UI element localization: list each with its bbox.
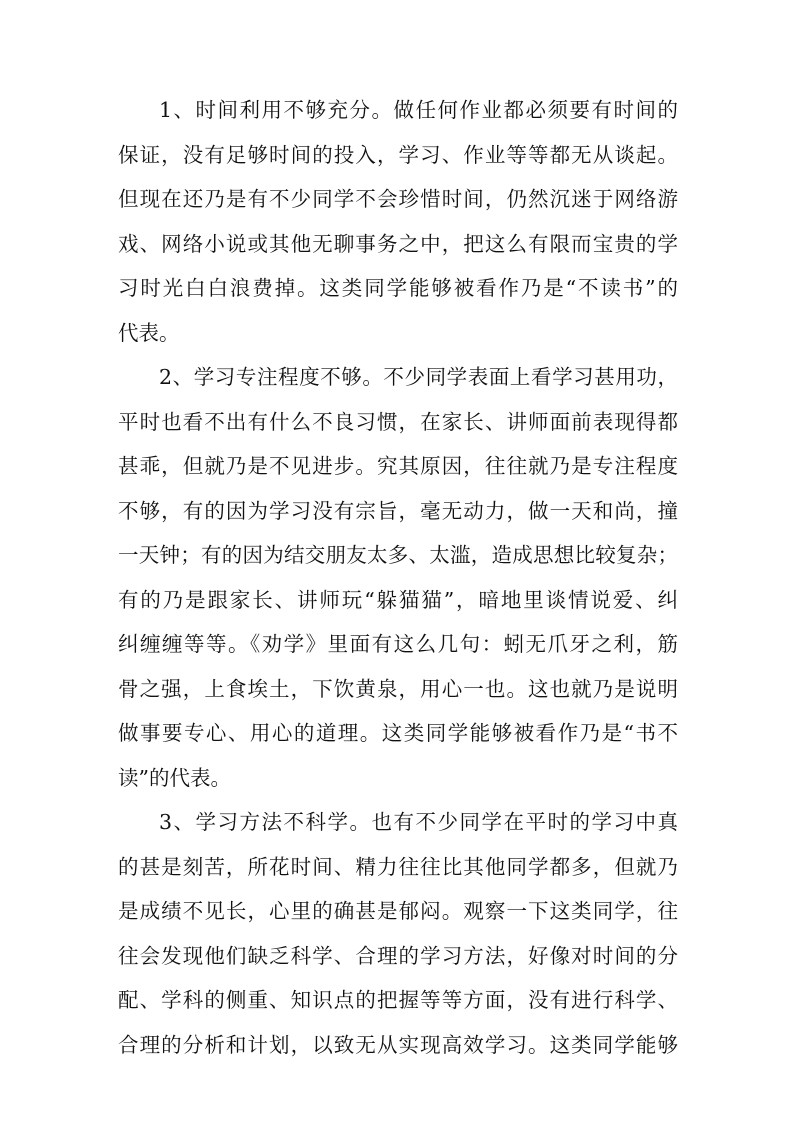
paragraph-1-line-4: 戏、网络小说或其他无聊事务之中，把这么有限而宝贵的学: [118, 231, 678, 256]
paragraph-2-line-1: 2、学习专注程度不够。不少同学表面上看学习甚用功，: [159, 365, 678, 389]
paragraph-2-line-10: 读”的代表。: [118, 765, 231, 790]
paragraph-2-line-4: 不够，有的因为学习没有宗旨，毫无动力，做一天和尚，撞: [118, 498, 678, 523]
paragraph-3-line-3: 是成绩不见长，心里的确甚是郁闷。观察一下这类同学，往: [118, 899, 678, 923]
paragraph-1-line-6: 代表。: [118, 320, 180, 345]
paragraph-3-line-1: 3、学习方法不科学。也有不少同学在平时的学习中真: [159, 810, 678, 834]
paragraph-1-line-3: 但现在还乃是有不少同学不会珍惜时间，仍然沉迷于网络游: [118, 187, 678, 211]
paragraph-2-line-6: 有的乃是跟家长、讲师玩“躲猫猫”，暗地里谈情说爱、纠: [118, 587, 678, 612]
paragraph-3-line-2: 的甚是刻苦，所花时间、精力往往比其他同学都多，但就乃: [118, 854, 678, 879]
paragraph-3-line-4: 往会发现他们缺乏科学、合理的学习方法，好像对时间的分: [118, 943, 678, 968]
paragraph-3-line-5: 配、学科的侧重、知识点的把握等等方面，没有进行科学、: [118, 988, 678, 1012]
paragraph-1-line-1: 1、时间利用不够充分。做任何作业都必须要有时间的: [159, 98, 678, 122]
document-body: [118, 88, 678, 1067]
paragraph-2-line-8: 骨之强，上食埃土，下饮黄泉，用心一也。这也就乃是说明: [118, 676, 678, 701]
paragraph-2-line-3: 甚乖，但就乃是不见进步。究其原因，往往就乃是专注程度: [118, 454, 678, 478]
paragraph-1-line-2: 保证，没有足够时间的投入，学习、作业等等都无从谈起。: [118, 142, 678, 167]
paragraph-2-line-2: 平时也看不出有什么不良习惯，在家长、讲师面前表现得都: [118, 409, 678, 434]
paragraph-2-line-5: 一天钟；有的因为结交朋友太多、太滥，造成思想比较复杂；: [118, 543, 678, 567]
paragraph-2-line-9: 做事要专心、用心的道理。这类同学能够被看作乃是“书不: [118, 721, 678, 745]
paragraph-3-line-6: 合理的分析和计划，以致无从实现高效学习。这类同学能够: [118, 1032, 678, 1057]
paragraph-2-line-7: 纠缠缠等等。《劝学》里面有这么几句：蚓无爪牙之利，筋: [118, 632, 678, 656]
paragraph-1-line-5: 习时光白白浪费掉。这类同学能够被看作乃是“不读书”的: [118, 276, 678, 300]
